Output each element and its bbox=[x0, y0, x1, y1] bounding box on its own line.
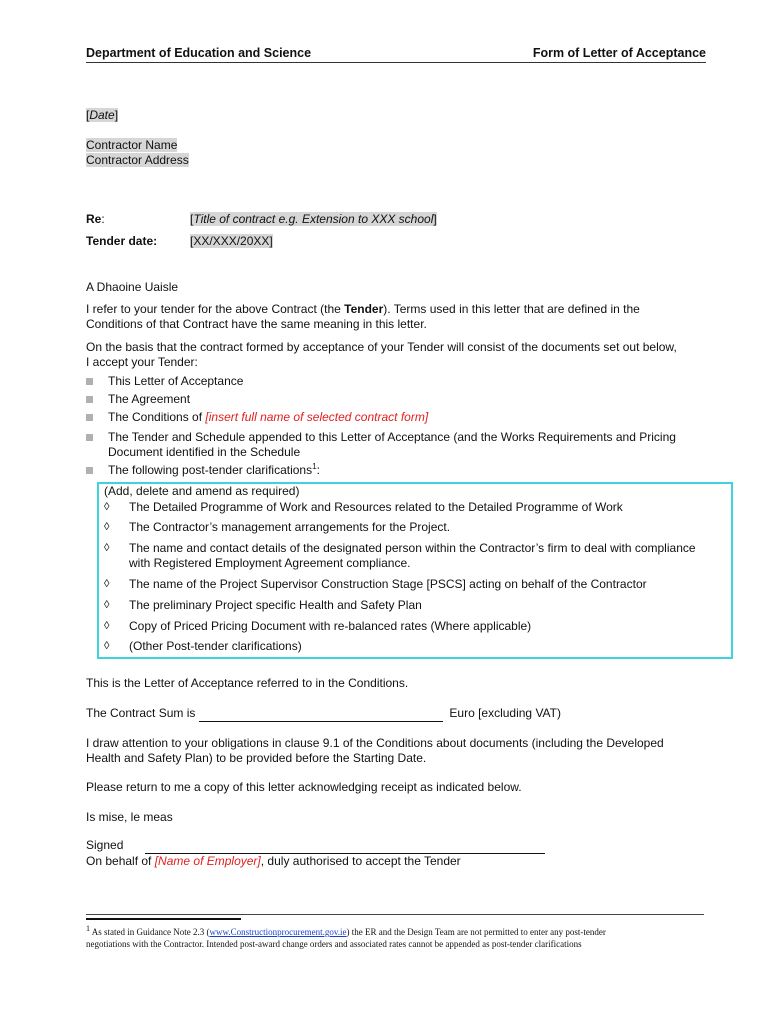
contract-sum-label: The Contract Sum is bbox=[86, 706, 196, 720]
signature-row bbox=[86, 838, 566, 854]
signed-label: Signed bbox=[86, 838, 124, 852]
clarification-text: The Contractor’s management arrangements for the Project. bbox=[129, 520, 451, 534]
diamond-bullet-icon: ◊ bbox=[104, 599, 110, 611]
contract-sum-blank bbox=[199, 706, 443, 722]
obligations-paragraph bbox=[86, 736, 726, 766]
clarification-text bbox=[129, 541, 724, 571]
clarification-text: Copy of Priced Pricing Document with re-balanced rates (Where applicable) bbox=[129, 619, 532, 633]
contractor-block bbox=[86, 138, 189, 168]
closing: Is mise, le meas bbox=[86, 810, 173, 824]
paragraph-basis bbox=[86, 340, 726, 370]
diamond-bullet-icon: ◊ bbox=[104, 620, 110, 632]
contractor-address: Contractor Address bbox=[86, 153, 189, 167]
loa-reference: This is the Letter of Acceptance referred to in the Conditions. bbox=[86, 676, 409, 690]
clarification-line2: with Registered Employment Agreement compliance. bbox=[129, 556, 411, 570]
header-department: Department of Education and Science bbox=[86, 46, 312, 60]
square-bullet-icon bbox=[86, 467, 93, 474]
page-header bbox=[86, 46, 706, 63]
footnote-text-a: As stated in Guidance Note 2.3 ( bbox=[90, 927, 210, 937]
para2-line2: I accept your Tender: bbox=[86, 355, 198, 369]
footnote bbox=[86, 926, 706, 950]
diamond-bullet-icon: ◊ bbox=[104, 501, 110, 513]
footnote-line2: negotiations with the Contractor. Intended post-award change orders and associated rates cannot be appended as post-tender clarifications bbox=[86, 939, 582, 949]
footnote-link[interactable]: www.Constructionprocurement.gov.ie bbox=[209, 927, 347, 937]
footnote-text-b: ) the ER and the Design Team are not permitted to enter any post-tender bbox=[346, 927, 606, 937]
diamond-bullet-icon: ◊ bbox=[104, 542, 110, 554]
diamond-bullet-icon: ◊ bbox=[104, 578, 110, 590]
square-bullet-icon bbox=[86, 378, 93, 385]
return-copy-paragraph: Please return to me a copy of this letter acknowledging receipt as indicated below. bbox=[86, 780, 522, 794]
para1-text-b: ). Terms used in this letter that are defined in the bbox=[383, 302, 640, 316]
square-bullet-icon bbox=[86, 414, 93, 421]
behalf-before: On behalf of bbox=[86, 854, 155, 868]
bullet-text: This Letter of Acceptance bbox=[108, 374, 244, 388]
paragraph-tender-ref bbox=[86, 302, 706, 332]
clarifications-intro: (Add, delete and amend as required) bbox=[104, 484, 300, 498]
header-form-title: Form of Letter of Acceptance bbox=[532, 46, 706, 60]
para1-line2: Conditions of that Contract have the same meaning in this letter. bbox=[86, 317, 427, 331]
tender-date-label: Tender date: bbox=[86, 234, 158, 248]
bullet-text-part: The following post-tender clarifications bbox=[108, 463, 313, 477]
clarification-text: The preliminary Project specific Health and Safety Plan bbox=[129, 598, 422, 612]
re-value-field: [Title of contract e.g. Extension to XXX school] bbox=[190, 212, 437, 226]
clarification-text: The name of the Project Supervisor Construction Stage [PSCS] acting on behalf of the Contractor bbox=[129, 577, 647, 591]
obligations-line2: Health and Safety Plan) to be provided before the Starting Date. bbox=[86, 751, 427, 765]
signature-line bbox=[145, 838, 545, 854]
contractor-name: Contractor Name bbox=[86, 138, 178, 152]
re-value: Title of contract e.g. Extension to XXX school bbox=[193, 212, 434, 226]
bullet-text-line1: The Tender and Schedule appended to this Letter of Acceptance (and the Works Requirements and Pricing bbox=[108, 430, 676, 444]
footer-divider bbox=[86, 914, 704, 915]
contract-sum-suffix: Euro [excluding VAT) bbox=[449, 706, 561, 720]
bullet-text: The Agreement bbox=[108, 392, 191, 406]
footnote-separator bbox=[86, 918, 241, 920]
salutation: A Dhaoine Uaisle bbox=[86, 280, 179, 294]
clarification-text: (Other Post-tender clarifications) bbox=[129, 639, 302, 653]
bullet-text-line2: Document identified in the Schedule bbox=[108, 445, 301, 459]
clarification-text: The Detailed Programme of Work and Resources related to the Detailed Programme of Work bbox=[129, 500, 623, 514]
contract-sum-row bbox=[86, 706, 706, 722]
para1-bold-tender: Tender bbox=[344, 302, 384, 316]
date-field: [Date] bbox=[86, 108, 119, 122]
bullet-text-tail: : bbox=[316, 463, 320, 477]
contract-form-placeholder: [insert full name of selected contract form] bbox=[205, 410, 429, 424]
re-row: Re: bbox=[86, 212, 105, 226]
bullet-text bbox=[108, 430, 708, 460]
obligations-line1: I draw attention to your obligations in clause 9.1 of the Conditions about documents (including the Developed bbox=[86, 736, 664, 750]
behalf-line bbox=[86, 854, 461, 869]
tender-date-field: [XX/XXX/20XX] bbox=[190, 234, 273, 248]
bullet-text-part: The Conditions of bbox=[108, 410, 206, 424]
bullet-text bbox=[108, 410, 708, 425]
square-bullet-icon bbox=[86, 434, 93, 441]
footnote-ref: 1 bbox=[312, 462, 317, 471]
diamond-bullet-icon: ◊ bbox=[104, 521, 110, 533]
footnote-mark: 1 bbox=[86, 924, 90, 933]
square-bullet-icon bbox=[86, 396, 93, 403]
clarification-line1: The name and contact details of the designated person within the Contractor’s firm to deal with compliance bbox=[129, 541, 696, 555]
employer-placeholder: [Name of Employer] bbox=[154, 854, 261, 868]
behalf-after: , duly authorised to accept the Tender bbox=[260, 854, 461, 868]
tender-date-value: XX/XXX/20XX bbox=[193, 234, 270, 248]
para2-line1: On the basis that the contract formed by acceptance of your Tender will consist of the documents set out below, bbox=[86, 340, 677, 354]
bullet-text bbox=[108, 463, 708, 478]
date-placeholder: Date bbox=[89, 108, 115, 122]
diamond-bullet-icon: ◊ bbox=[104, 640, 110, 652]
re-label: Re bbox=[86, 212, 102, 226]
para1-text-a: I refer to your tender for the above Contract (the bbox=[86, 302, 345, 316]
